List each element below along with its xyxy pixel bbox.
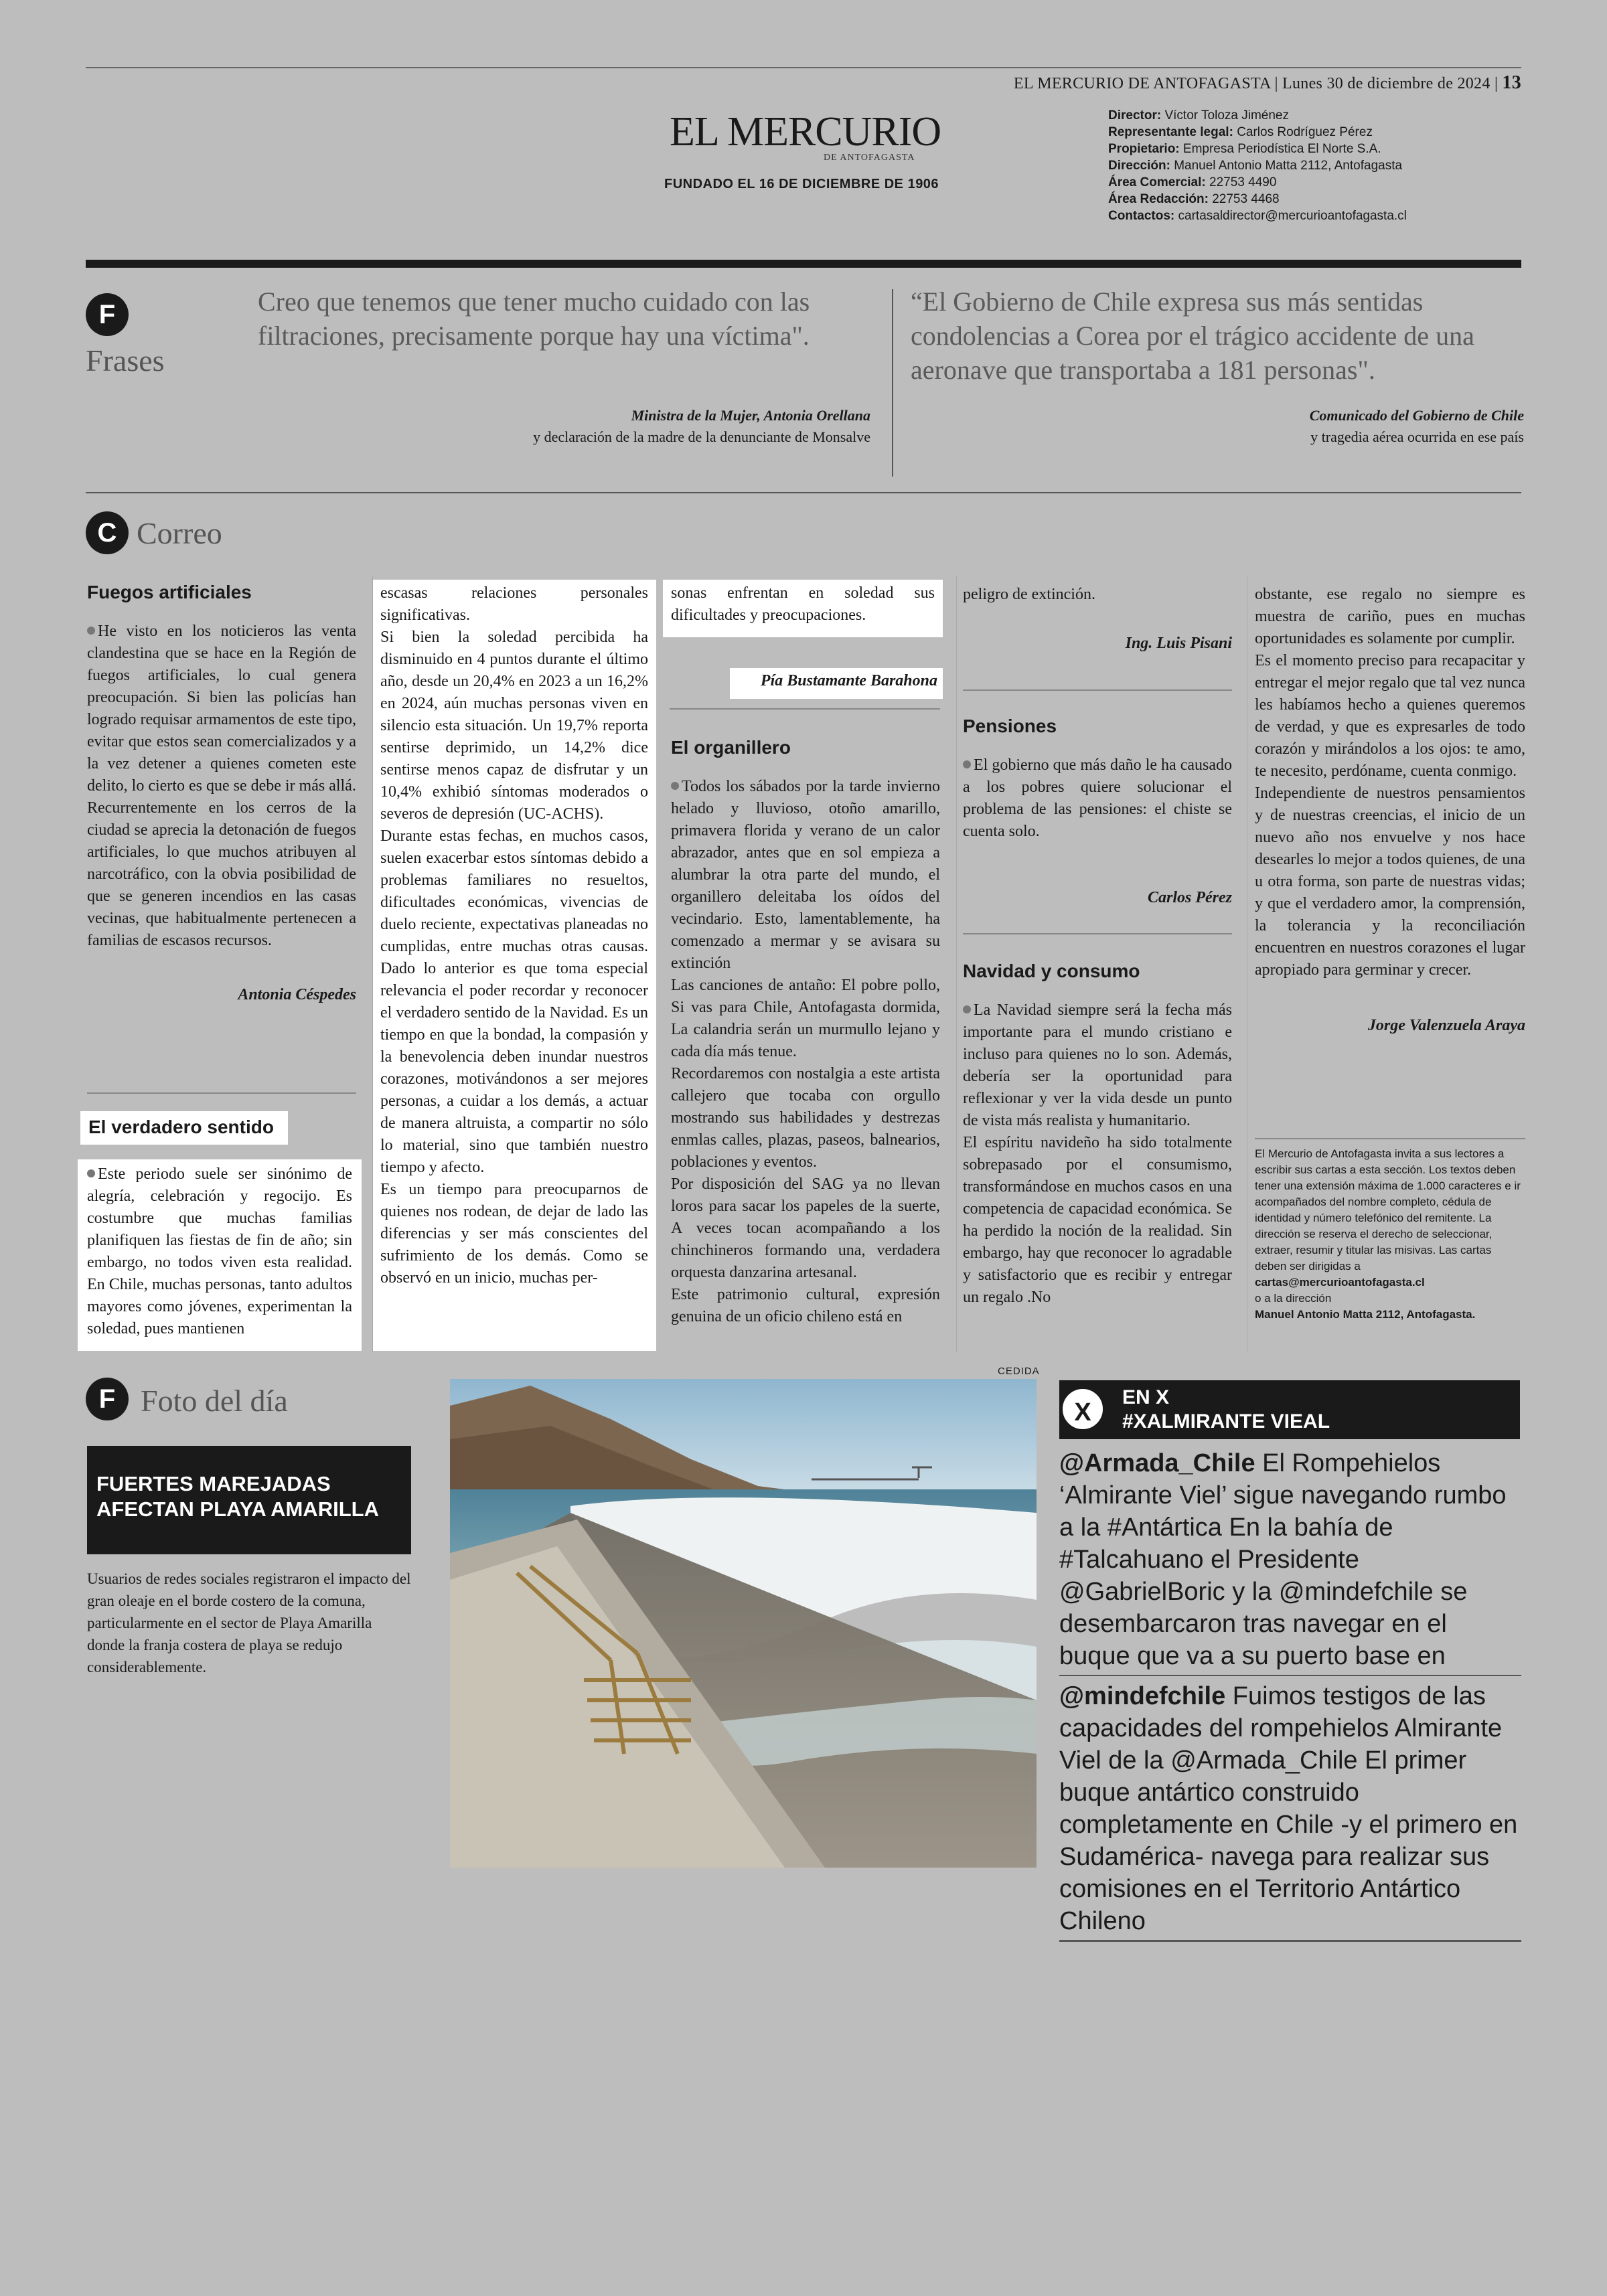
bullet-icon [671, 782, 679, 790]
letter-verdadero-sentido-end: sonas enfrentan en soledad sus dificultades y preocupaciones. [663, 580, 943, 637]
frases-section-title: Frases [86, 343, 165, 378]
letter-organillero-end: peligro de extinción. Ing. Luis Pisani [963, 584, 1232, 655]
frases-bottom-rule [86, 492, 1521, 493]
founded-line: FUNDADO EL 16 DE DICIEMBRE DE 1906 [664, 177, 939, 191]
x-posts [1059, 1447, 1521, 1942]
letter-organillero: El organillero Todos los sábados por la tarde invierno helado y lluvioso, otoño amarillo, primavera florida y verano de un calor abrazador, antes que en sol empieza a alumbrar la otra parte del mundo, el organillero deleitaba los oídos del vecindario. Esto, lamentablemente, ha comenzado a mermar y se avisara su extinción Las canciones de antaño: El pobre pollo, Si vas para Chile, Antofagasta dormida, La calandria serán un murmullo lejano y cada día más tenue. Recordaremos con nostalgia a este artista callejero que tocaba con orgullo mostrando sus habilidades y destrezas enmlas calles, plazas, paseos, balnearios, poblaciones y eventos. Por disposición del SAG ya no llevan loros para sacar los papeles de la suerte, A veces tocan acompañando a los chinchineros formando una, verdadera orquesta danzarina artesanal. Este patrimonio cultural, expresión genuina de un oficio chileno está en [671, 737, 940, 1325]
letter-title-highlighted: El verdadero sentido [80, 1111, 288, 1145]
staff-box [1108, 107, 1510, 224]
x-handle-mindef[interactable]: @mindefchile [1059, 1682, 1226, 1710]
photo-credit: CEDIDA [998, 1366, 1040, 1377]
masthead-logo-sub: DE ANTOFAGASTA [824, 153, 915, 163]
letter-divider [670, 708, 940, 710]
staff-commercial: Área Comercial: 22753 4490 [1108, 175, 1277, 189]
quote-1: Creo que tenemos que tener mucho cuidado con las filtraciones, precisamente porque hay una víctima". [258, 286, 810, 351]
letter-divider [963, 689, 1232, 691]
masthead-logo: EL MERCURIO [670, 109, 941, 155]
letter-divider [87, 1092, 356, 1094]
quote-1-attribution: Ministra de la Mujer, Antonia Orellana y declaración de la madre de la denunciante de Monsalve [533, 407, 870, 445]
letter-signature: Jorge Valenzuela Araya [1367, 1017, 1525, 1034]
letter-title: Pensiones [963, 716, 1057, 736]
letter-title: Navidad y consumo [963, 961, 1140, 981]
quote-2: “El Gobierno de Chile expresa sus más sentidas condolencias a Corea por el trágico accidente de una aeronave que transportaba a 181 personas". [911, 286, 1474, 385]
letters-email-link[interactable]: cartas@mercurioantofagasta.cl [1255, 1276, 1425, 1289]
letter-title: El organillero [671, 737, 791, 758]
correo-c-icon: C [86, 511, 129, 554]
letter-fuegos: Fuegos artificiales He visto en los noticieros las venta clandestina que se hace en la Región de fuegos artificiales, lo cual genera preocupación. Si bien las policías han logrado requisar armamentos de este tipo, evitar que estos sean comercializados y a la vez detener a quienes cometen este delito, lo cierto es que se debe ir más allá. Recurrentemente en los cerros de la ciudad se aprecia la detonación de fuegos artificiales, lo que muchos atribuyen al narcotráfico, con la obvia posibilidad de que se generen incendios en las casas vecinas, que habitualmente pertenecen a familias de escasos recursos. Antonia Céspedes [87, 581, 356, 1006]
beach-photo [450, 1379, 1037, 1868]
quote-2-attribution: Comunicado del Gobierno de Chile y tragedia aérea ocurrida en ese país [1309, 407, 1524, 445]
contact-email-link[interactable]: cartasaldirector@mercurioantofagasta.cl [1178, 209, 1407, 223]
letter-verdadero-sentido-cont: escasas relaciones personales significativas. Si bien la soledad percibida ha disminuido en 4 puntos durante el último año, desde un 20,4% en 2023 a un 16,2% en 2024, aún muchas personas viven en silencio esta situación. Un 19,7% reporta sentirse deprimido, un 14,2% dice sentirse menos capaz de disfrutar y un 10,4% exhibió síntomas moderados o severos de depresión (UC-ACHS). Durante estas fechas, en muchos casos, suelen exacerbar estos síntomas debido a problemas familiares no resueltos, dificultades económicas, vivencias de duelo reciente, expectativas planeadas no cumplidas, entre muchas otras causas. Dado lo anterior es que toma especial relevancia el poder recordar y reconocer el verdadero sentido de la Navidad. Es un tiempo en que la bondad, la compasión y la benevolencia deben inundar nuestros corazones, motivándonos a ser mejores personas, a cuidar a los demás, a actuar de manera altruista, a compartir no sólo lo material, sino que también nuestro tiempo y afecto. Es un tiempo para preocuparnos de quienes nos rodean, de dejar de lado las diferencias y ser más conscientes del sufrimiento de los demás. Como se observó en un inicio, muchas per- [372, 580, 656, 1351]
x-hashtag-title: #XALMIRANTE VIEAL [1122, 1410, 1330, 1432]
column-rule [956, 576, 957, 1352]
letter-navidad-consumo-cont: obstante, ese regalo no siempre es muestra de cariño, pues en muchas oportunidades es solamente por cumplir. Es el momento preciso para recapacitar y entregar el mejor regalo que tal vez nunca les habíamos hecho a quienes queremos de verdad, y que es expresarles de todo corazón y mirándolos a los ojos: te amo, te necesito, perdóname, cuenta conmigo. Independiente de nuestros pensamientos y de nuestras creencias, el inicio de un nuevo año nos envuelve y nos hace desearles lo mejor a todos quienes, de una u otra forma, son parte de nuestras vidas; y que el verdadero amor, la comprensión, la tolerancia y la reconciliación encuentren en nuestros corazones el lugar apropiado para germinar y crecer. Jorge Valenzuela Araya [1255, 584, 1525, 1037]
letter-signature: Carlos Pérez [1148, 889, 1232, 906]
correo-section-title: Correo [137, 516, 222, 550]
letter-signature: Ing. Luis Pisani [1125, 635, 1232, 652]
letter-signature-highlighted: Pía Bustamante Barahona [730, 668, 943, 699]
beach-photo-image [450, 1379, 1037, 1868]
issue-date: Lunes 30 de diciembre de 2024 [1282, 75, 1490, 92]
photo-headline: FUERTES MAREJADAS AFECTAN PLAYA AMARILLA [87, 1446, 411, 1554]
photo-caption: Usuarios de redes sociales registraron el impacto del gran oleaje en el borde costero de la comuna, particularmente en el sector de Playa Amarilla donde la franja costera de playa se redujo considerablemente. [87, 1570, 411, 1675]
staff-owner: Propietario: Empresa Periodística El Norte S.A. [1108, 142, 1381, 156]
newspaper-name: EL MERCURIO DE ANTOFAGASTA [1013, 75, 1271, 92]
letter-navidad-consumo: Navidad y consumo La Navidad siempre será la fecha más importante para el mundo cristiano e incluso para quienes no lo son. Además, debería ser la oportunidad para reflexionar y ver la vida desde un punto de vista más realista y humanitario. El espíritu navideño ha sido totalmente sobrepasado por el consumismo, transformándose en muchos casos en una competencia de capacidad económica. Se ha perdido la noción de la realidad. Sin embargo, hay que reconocer lo agradable y satisfactorio que es recibir y entregar un regalo .No [963, 961, 1232, 1306]
letter-signature: Antonia Céspedes [238, 986, 356, 1003]
x-post-1: @Armada_Chile El Rompehielos ‘Almirante Viel’ sigue navegando rumbo a la #Antártica En la bahía de #Talcahuano el Presidente @GabrielBoric y la @mindefchile se desembarcaron tras navegar en el buque que va a su puerto base en [1059, 1447, 1521, 1676]
page-number: 13 [1502, 72, 1521, 93]
staff-address: Dirección: Manuel Antonio Matta 2112, Antofagasta [1108, 159, 1403, 173]
letter-divider [963, 933, 1232, 934]
foto-section-title: Foto del día [141, 1384, 288, 1418]
column-rule [372, 576, 373, 1352]
staff-contacts: Contactos: cartasaldirector@mercurioantofagasta.cl [1108, 209, 1407, 223]
bullet-icon [963, 760, 971, 768]
letters-policy-note: El Mercurio de Antofagasta invita a sus lectores a escribir sus cartas a esta sección. Los textos deben tener una extensión máxima de 1.000 caracteres e ir acompañados del nombre completo, cédula de identidad y número telefónico del remitente. La dirección se reserva el derecho de seleccionar, extraer, resumir y titular las misivas. Las cartas deben ser dirigidas a cartas@mercurioantofagasta.cl o a la dirección Manuel Antonio Matta 2112, Antofagasta. [1255, 1147, 1521, 1321]
page-info: EL MERCURIO DE ANTOFAGASTA | Lunes 30 de diciembre de 2024 | 13 [1013, 72, 1521, 93]
frases-f-icon: F [86, 293, 129, 336]
top-rule [86, 67, 1521, 68]
staff-legal: Representante legal: Carlos Rodríguez Pérez [1108, 125, 1373, 139]
bullet-icon [87, 1169, 95, 1177]
x-handle-armada[interactable]: @Armada_Chile [1059, 1449, 1255, 1477]
frases-divider [892, 289, 893, 477]
staff-director: Director: Víctor Toloza Jiménez [1108, 108, 1289, 122]
letter-title: Fuegos artificiales [87, 582, 252, 602]
x-post-2: @mindefchile Fuimos testigos de las capacidades del rompehielos Almirante Viel de la @Armada_Chile El primer buque antártico construido completamente en Chile -y el primero en Sudamérica- navega para realizar sus comisiones en el Territorio Antártico Chileno [1059, 1680, 1521, 1942]
letter-divider [1255, 1138, 1525, 1139]
x-section-header [1059, 1380, 1520, 1439]
bullet-icon [963, 1005, 971, 1013]
letter-verdadero-sentido-start: Este periodo suele ser sinónimo de alegría, celebración y regocijo. Es costumbre que muchas familias planifiquen las fiestas de fin de año; sin embargo, no todos viven esta realidad. En Chile, muchas personas, tanto adultos mayores como jóvenes, experimentan la soledad, pues mantienen [78, 1159, 362, 1351]
letter-pensiones: Pensiones El gobierno que más daño le ha causado a los pobres quiere solucionar el problema de las pensiones: el chiste se cuenta solo. Carlos Pérez [963, 715, 1232, 909]
x-section-title: EN X [1122, 1386, 1170, 1408]
header-bar [86, 260, 1521, 268]
staff-newsroom: Área Redacción: 22753 4468 [1108, 192, 1280, 206]
bullet-icon [87, 627, 95, 635]
x-logo-icon: X [1059, 1386, 1106, 1432]
foto-f-icon: F [86, 1378, 129, 1420]
